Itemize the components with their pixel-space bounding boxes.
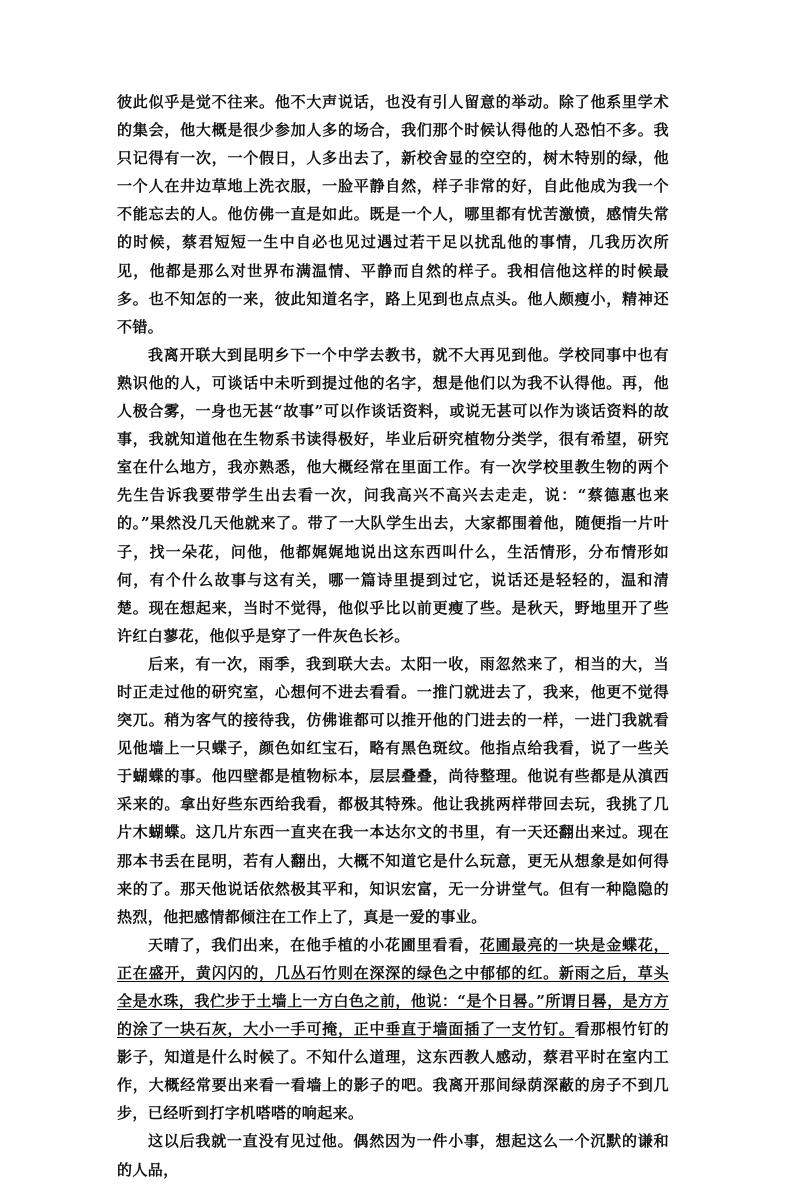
- paragraph-4-text-tail: 看那根竹钉的影子，知道是什么时候了。不知什么道理，这东西教人感动，蔡君平时在室内工作，大概经常要出来看一看墙上的影子的吧。我离开那间绿荫深蔽的房子不到几步，已经听到打字机嗒嗒的响起来。: [117, 1020, 669, 1123]
- document-page: [117, 88, 669, 1184]
- paragraph-3: [117, 650, 669, 931]
- paragraph-3-text: 后来，有一次，雨季，我到联大去。太阳一收，雨忽然来了，相当的大，当时正走过他的研究室，心想何不进去看看。一推门就进去了，我来，他更不觉得突兀。稍为客气的接待我，仿佛谁都可以推开他的门进去的一样，一进门我就看见他墙上一只蝶子，颜色如红宝石，略有黑色斑纹。他指点给我看，说了一些关于蝴蝶的事。他四壁都是植物标本，层层叠叠，尚待整理。他说有些都是从滇西采来的。拿出好些东西给我看，都极其特殊。他让我挑两样带回去玩，我挑了几片木蝴蝶。这几片东西一直夹在我一本达尔文的书里，有一天还翻出来过。现在那本书丢在昆明，若有人翻出，大概不知道它是什么玩意，更无从想象是如何得来的了。那天他说话依然极其平和，知识宏富，无一分讲堂气。但有一种隐隐的热烈，他把感情都倾注在工作上了，真是一爱的事业。: [117, 654, 669, 926]
- paragraph-4: [117, 931, 669, 1128]
- paragraph-1-text: 彼此似乎是觉不往来。他不大声说话，也没有引人留意的举动。除了他系里学术的集会，他大概是很少参加人多的场合，我们那个时候认得他的人恐怕不多。我只记得有一次，一个假日，人多出去了，新校舍显的空空的，树木特别的绿，他一个人在井边草地上洗衣服，一脸平静自然，样子非常的好，自此他成为我一个不能忘去的人。他仿佛一直是如此。既是一个人，哪里都有忧苦激愤，感情失常的时候，蔡君短短一生中自必也见过遇过若干足以扰乱他的事情，几我历次所见，他都是那么对世界布满温情、平静而自然的样子。我相信他这样的时候最多。也不知怎的一来，彼此知道名字，路上见到也点点头。他人颇瘦小，精神还不错。: [117, 93, 669, 336]
- paragraph-2: [117, 341, 669, 650]
- paragraph-5: [117, 1127, 669, 1183]
- paragraph-1: [117, 88, 669, 341]
- paragraph-4-text-lead: 天晴了，我们出来，在他手植的小花圃里看看，: [148, 935, 480, 954]
- paragraph-5-text: 这以后我就一直没有见过他。偶然因为一件小事，想起这么一个沉默的谦和的人品，: [117, 1132, 669, 1179]
- paragraph-2-text: 我离开联大到昆明乡下一个中学去教书，就不大再见到他。学校同事中也有熟识他的人，可谈话中未听到提过他的名字，想是他们以为我不认得他。再，他人极合雾，一身也无甚“故事”可以作谈话资料，或说无甚可以作为谈话资料的故事，我就知道他在生物系书读得极好，毕业后研究植物分类学，很有希望，研究室在什么地方，我亦熟悉，他大概经常在里面工作。有一次学校里教生物的两个先生告诉我要带学生出去看一次，问我高兴不高兴去走走，说：“蔡德惠也来的。”果然没几天他就来了。带了一大队学生出去，大家都围着他，随便指一片叶子，找一朵花，问他，他都娓娓地说出这东西叫什么，生活情形，分布情形如何，有个什么故事与这有关，哪一篇诗里提到过它，说话还是轻轻的，温和清楚。现在想起来，当时不觉得，他似乎比以前更瘦了些。是秋天，野地里开了些许红白蓼花，他似乎是穿了一件灰色长衫。: [117, 345, 669, 645]
- paragraph-4-underlined-text: 花圃最亮的一块是金蝶花，正在盛开，黄闪闪的，几丛石竹则在深深的绿色之中郁郁的红。新雨之后，草头全是水珠，我伫步于土墙上一方白色之前，他说：“是个日晷。”所谓日晷，是方方的涂了一块石灰，大小一手可掩，正中垂直于墙面插了一支竹钉。: [117, 935, 669, 1039]
